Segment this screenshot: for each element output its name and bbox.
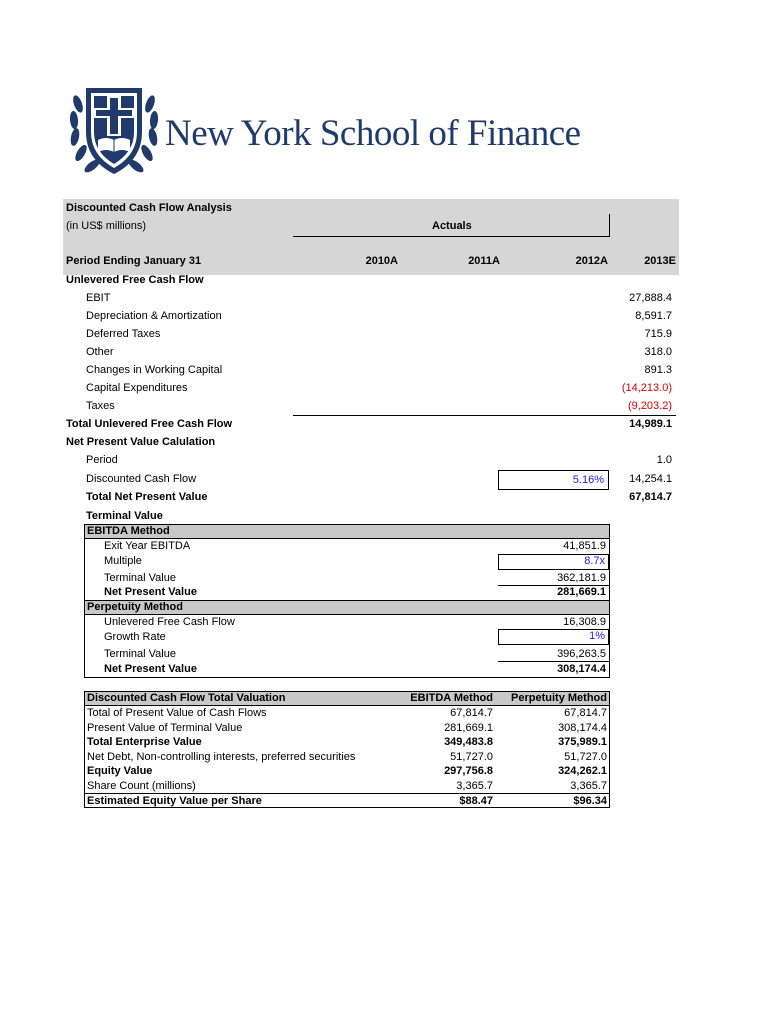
perp-ufcf-label: Unlevered Free Cash Flow bbox=[104, 616, 235, 628]
perp-tv-value: 396,263.5 bbox=[557, 648, 606, 660]
valuation-row-label: Estimated Equity Value per Share bbox=[87, 795, 262, 807]
valuation-perpetuity-value: 3,365.7 bbox=[570, 779, 607, 792]
ufcf-item-label: Capital Expenditures bbox=[86, 382, 188, 394]
growth-rate-value: 1% bbox=[589, 630, 605, 642]
ebitda-npv-label: Net Present Value bbox=[104, 586, 197, 598]
valuation-perpetuity-value: 67,814.7 bbox=[564, 707, 607, 719]
perp-npv-value: 308,174.4 bbox=[557, 663, 606, 675]
ufcf-item-value: 8,591.7 bbox=[635, 310, 672, 322]
npv-period-value: 1.0 bbox=[656, 454, 672, 466]
npv-heading: Net Present Value Calulation bbox=[66, 436, 216, 448]
perp-npv-label: Net Present Value bbox=[104, 663, 197, 675]
ufcf-item-label: Deferred Taxes bbox=[86, 328, 161, 340]
sheet-title: Discounted Cash Flow Analysis bbox=[66, 202, 232, 214]
valuation-ebitda-value: 349,483.8 bbox=[444, 736, 493, 748]
valuation-ebitda-value: 281,669.1 bbox=[444, 721, 493, 734]
multiple-label: Multiple bbox=[104, 555, 142, 567]
total-npv-label: Total Net Present Value bbox=[86, 491, 208, 503]
crest-icon bbox=[66, 82, 162, 180]
valuation-ebitda-value: $88.47 bbox=[459, 795, 493, 807]
ebitda-npv-value: 281,669.1 bbox=[557, 586, 606, 598]
period-ending-label: Period Ending January 31 bbox=[66, 255, 202, 267]
ufcf-item-value: 318.0 bbox=[644, 346, 672, 358]
ufcf-item-value: (14,213.0) bbox=[621, 382, 672, 394]
npv-period-label: Period bbox=[86, 454, 118, 466]
valuation-table bbox=[84, 691, 610, 808]
valuation-row-label: Equity Value bbox=[87, 765, 153, 777]
actuals-underline bbox=[293, 236, 610, 237]
valuation-row bbox=[85, 735, 609, 750]
actuals-label: Actuals bbox=[432, 220, 472, 232]
ufcf-item-label: Depreciation & Amortization bbox=[86, 310, 222, 322]
year-2010a: 2010A bbox=[365, 255, 398, 267]
ufcf-heading: Unlevered Free Cash Flow bbox=[66, 274, 204, 286]
col-perpetuity-method: Perpetuity Method bbox=[511, 692, 607, 704]
valuation-perpetuity-value: 375,989.1 bbox=[558, 736, 607, 748]
valuation-row bbox=[85, 764, 609, 779]
valuation-row bbox=[85, 750, 609, 765]
valuation-row bbox=[85, 793, 609, 809]
ufcf-item-value: 715.9 bbox=[644, 328, 672, 340]
valuation-ebitda-value: 67,814.7 bbox=[450, 707, 493, 719]
valuation-heading: Discounted Cash Flow Total Valuation bbox=[87, 692, 286, 704]
ebitda-tv-value: 362,181.9 bbox=[557, 572, 606, 584]
valuation-perpetuity-value: 324,262.1 bbox=[558, 765, 607, 777]
perp-tv-label: Terminal Value bbox=[104, 648, 176, 660]
valuation-perpetuity-value: $96.34 bbox=[573, 795, 607, 807]
valuation-row-label: Present Value of Terminal Value bbox=[87, 721, 243, 734]
valuation-perpetuity-value: 308,174.4 bbox=[558, 721, 607, 734]
perp-ufcf-value: 16,308.9 bbox=[563, 616, 606, 628]
ufcf-total-value: 14,989.1 bbox=[629, 418, 672, 430]
valuation-perpetuity-value: 51,727.0 bbox=[564, 750, 607, 763]
valuation-row-label: Total of Present Value of Cash Flows bbox=[87, 707, 267, 719]
multiple-value: 8.7x bbox=[584, 555, 605, 567]
valuation-row bbox=[85, 706, 609, 721]
valuation-ebitda-value: 51,727.0 bbox=[450, 750, 493, 763]
valuation-ebitda-value: 3,365.7 bbox=[456, 779, 493, 792]
sheet-subtitle: (in US$ millions) bbox=[66, 220, 147, 232]
ufcf-item-value: (9,203.2) bbox=[627, 400, 672, 412]
ufcf-item-value: 891.3 bbox=[644, 364, 672, 376]
ufcf-item-label: EBIT bbox=[86, 292, 111, 304]
ufcf-item-value: 27,888.4 bbox=[629, 292, 672, 304]
ufcf-item-label: Other bbox=[86, 346, 114, 358]
discount-rate-value: 5.16% bbox=[572, 474, 604, 486]
multiple-input[interactable] bbox=[498, 554, 609, 570]
valuation-row bbox=[85, 721, 609, 736]
ufcf-item-label: Taxes bbox=[86, 400, 115, 412]
year-2011a: 2011A bbox=[468, 255, 500, 267]
actuals-divider bbox=[609, 214, 610, 236]
dcf-value: 14,254.1 bbox=[629, 473, 672, 485]
year-2013e: 2013E bbox=[644, 255, 676, 267]
valuation-header-row bbox=[85, 692, 609, 706]
valuation-row-label: Total Enterprise Value bbox=[87, 736, 202, 748]
valuation-row-label: Net Debt, Non-controlling interests, preferred securities bbox=[87, 750, 356, 763]
growth-rate-input[interactable] bbox=[498, 629, 609, 645]
valuation-ebitda-value: 297,756.8 bbox=[444, 765, 493, 777]
ebitda-tv-label: Terminal Value bbox=[104, 572, 176, 584]
terminal-heading: Terminal Value bbox=[86, 510, 163, 522]
ufcf-total-label: Total Unlevered Free Cash Flow bbox=[66, 418, 233, 430]
valuation-row bbox=[85, 779, 609, 794]
year-2012a: 2012A bbox=[575, 255, 608, 267]
perpetuity-method-header: Perpetuity Method bbox=[85, 601, 609, 614]
ebitda-method-header: EBITDA Method bbox=[85, 525, 609, 538]
exit-ebitda-label: Exit Year EBITDA bbox=[104, 540, 191, 552]
valuation-row-label: Share Count (millions) bbox=[87, 779, 196, 792]
growth-rate-label: Growth Rate bbox=[104, 631, 166, 643]
ufcf-item-label: Changes in Working Capital bbox=[86, 364, 223, 376]
total-npv-value: 67,814.7 bbox=[629, 491, 672, 503]
dcf-label: Discounted Cash Flow bbox=[86, 473, 197, 485]
school-name: New York School of Finance bbox=[165, 113, 581, 154]
exit-ebitda-value: 41,851.9 bbox=[563, 540, 606, 552]
school-crest-logo bbox=[66, 82, 162, 183]
col-ebitda-method: EBITDA Method bbox=[410, 692, 493, 704]
